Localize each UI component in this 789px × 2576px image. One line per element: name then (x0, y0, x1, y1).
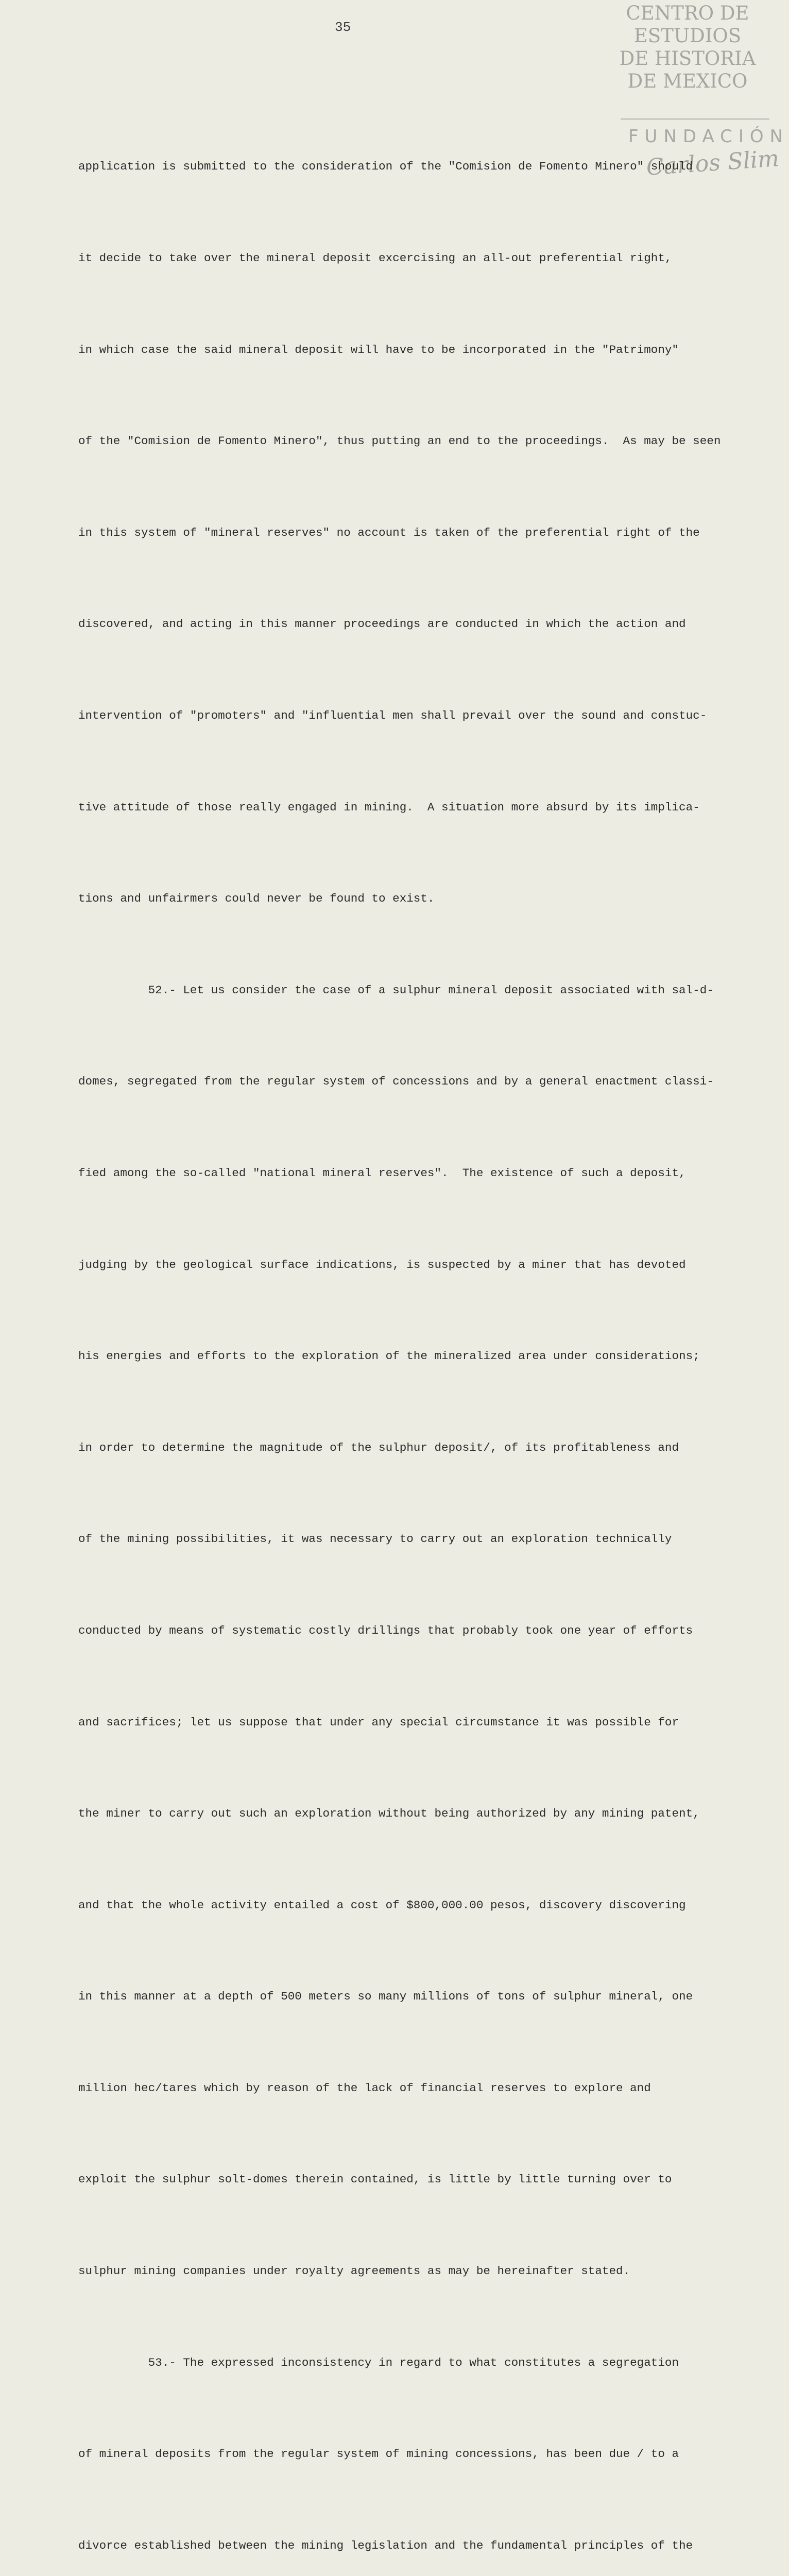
text-line: in which case the said mineral deposit will have to be incorporated in the "Patrimony" (78, 343, 679, 357)
text-line: it decide to take over the mineral deposit excercising an all-out preferential right, (78, 251, 672, 265)
text-line: exploit the sulphur solt-domes therein contained, is little by little turning over to (78, 2173, 672, 2187)
archive-watermark (613, 2, 762, 93)
text-line: and that the whole activity entailed a cost of $800,000.00 pesos, discovery discovering (78, 1898, 686, 1912)
paragraph-53-start: 53.- The expressed inconsistency in regard to what constitutes a segregation (78, 2355, 679, 2369)
text-line: intervention of "promoters" and "influential men shall prevail over the sound and constuc- (78, 708, 707, 722)
watermark-line: ESTUDIOS (633, 25, 742, 47)
text-line: in this manner at a depth of 500 meters so many millions of tons of sulphur mineral, one (78, 1990, 693, 2004)
text-line: and sacrifices; let us suppose that under any special circumstance it was possible for (78, 1715, 679, 1729)
text-line: discovered, and acting in this manner proceedings are conducted in which the action and (78, 617, 686, 631)
document-body (78, 91, 768, 2576)
text-line: his energies and efforts to the exploration of the mineralized area under considerations; (78, 1349, 700, 1363)
page-number: 35 (335, 20, 351, 35)
text-line: conducted by means of systematic costly drillings that probably took one year of efforts (78, 1623, 693, 1637)
text-line: in order to determine the magnitude of the sulphur deposit/, of its profitableness and (78, 1440, 679, 1454)
text-line: judging by the geological surface indications, is suspected by a miner that has devoted (78, 1258, 686, 1272)
text-line: in this system of "mineral reserves" no account is taken of the preferential right of the (78, 526, 700, 539)
text-line: domes, segregated from the regular system of concessions and by a general enactment classi- (78, 1075, 714, 1089)
text-line: divorce established between the mining legislation and the fundamental principles of the (78, 2538, 693, 2552)
foundation-label: FUNDACIÓN (628, 126, 789, 147)
text-line: of the "Comision de Fomento Minero", thus putting an end to the proceedings. As may be seen (78, 434, 721, 448)
watermark-line: CENTRO DE (626, 2, 749, 24)
text-line: sulphur mining companies under royalty agreements as may be hereinafter stated. (78, 2264, 630, 2278)
text-line: million hec/tares which by reason of the lack of financial reserves to explore and (78, 2081, 651, 2095)
text-line: tive attitude of those really engaged in mining. A situation more absurd by its implica- (78, 800, 700, 814)
text-line: application is submitted to the consideration of the "Comision de Fomento Minero" should (78, 160, 693, 174)
watermark-line: DE HISTORIA (619, 47, 756, 70)
text-line: of mineral deposits from the regular system of mining concessions, has been due / to a (78, 2447, 679, 2461)
text-line: the miner to carry out such an exploration without being authorized by any mining patent, (78, 1807, 700, 1821)
paragraph-52-start: 52.- Let us consider the case of a sulphur mineral deposit associated with sal-d- (78, 983, 714, 997)
text-line: fied among the so-called "national mineral reserves". The existence of such a deposit, (78, 1166, 686, 1180)
watermark-line: DE MEXICO (627, 70, 748, 92)
text-line: of the mining possibilities, it was necessary to carry out an exploration technically (78, 1532, 672, 1546)
signature-watermark: Carlos Slim (645, 145, 780, 181)
text-line: tions and unfairmers could never be found to exist. (78, 892, 435, 906)
